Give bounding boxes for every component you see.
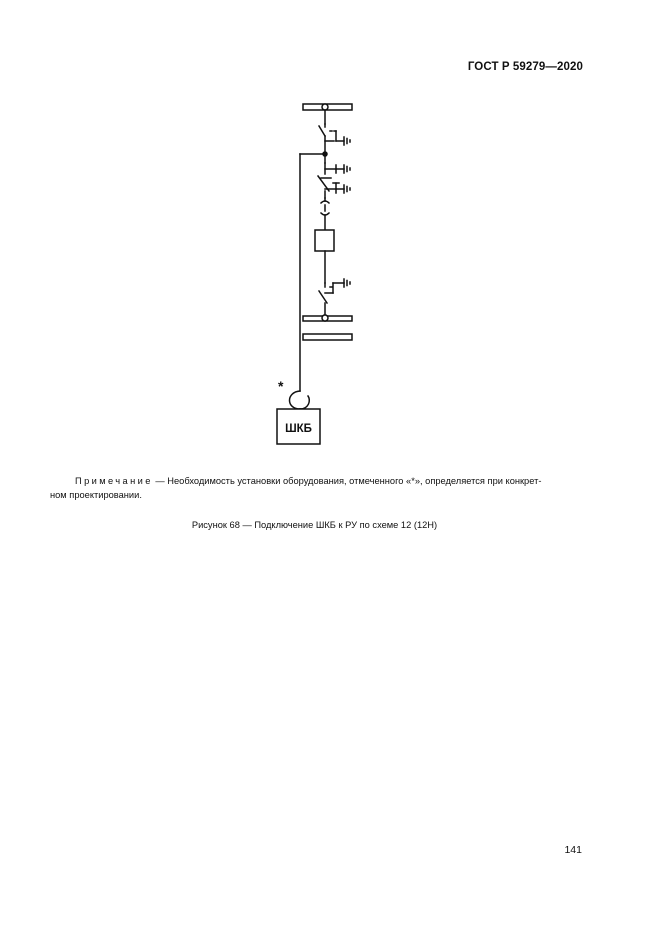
standard-number: ГОСТ Р 59279—2020 bbox=[467, 61, 583, 73]
optional-marker-asterisk: * bbox=[278, 378, 284, 394]
note-label: Примечание bbox=[75, 476, 153, 486]
shkb-cabinet-label: ШКБ bbox=[285, 423, 312, 435]
note-paragraph bbox=[50, 474, 583, 502]
lower-disconnector-symbol bbox=[319, 279, 350, 316]
lower-busbar-2 bbox=[303, 334, 352, 340]
page-number: 141 bbox=[564, 844, 582, 856]
note-text-line-2: ном проектировании. bbox=[50, 490, 142, 500]
circuit-breaker-symbol bbox=[318, 163, 350, 198]
busbar-disconnector-symbol bbox=[319, 124, 350, 153]
figure-caption-text: Рисунок 68 — Подключение ШКБ к РУ по схеме 12 (12Н) bbox=[191, 520, 438, 530]
figure-caption bbox=[0, 520, 661, 530]
note-line-1 bbox=[50, 474, 583, 488]
upper-bus-node bbox=[322, 104, 328, 110]
plug-contacts-symbol bbox=[321, 198, 329, 230]
note-text-line-1: — Необходимость установки оборудования, отмеченного «*», определяется при конкрет- bbox=[152, 476, 542, 486]
optional-connection-arc bbox=[290, 391, 310, 409]
equipment-block bbox=[315, 230, 334, 251]
